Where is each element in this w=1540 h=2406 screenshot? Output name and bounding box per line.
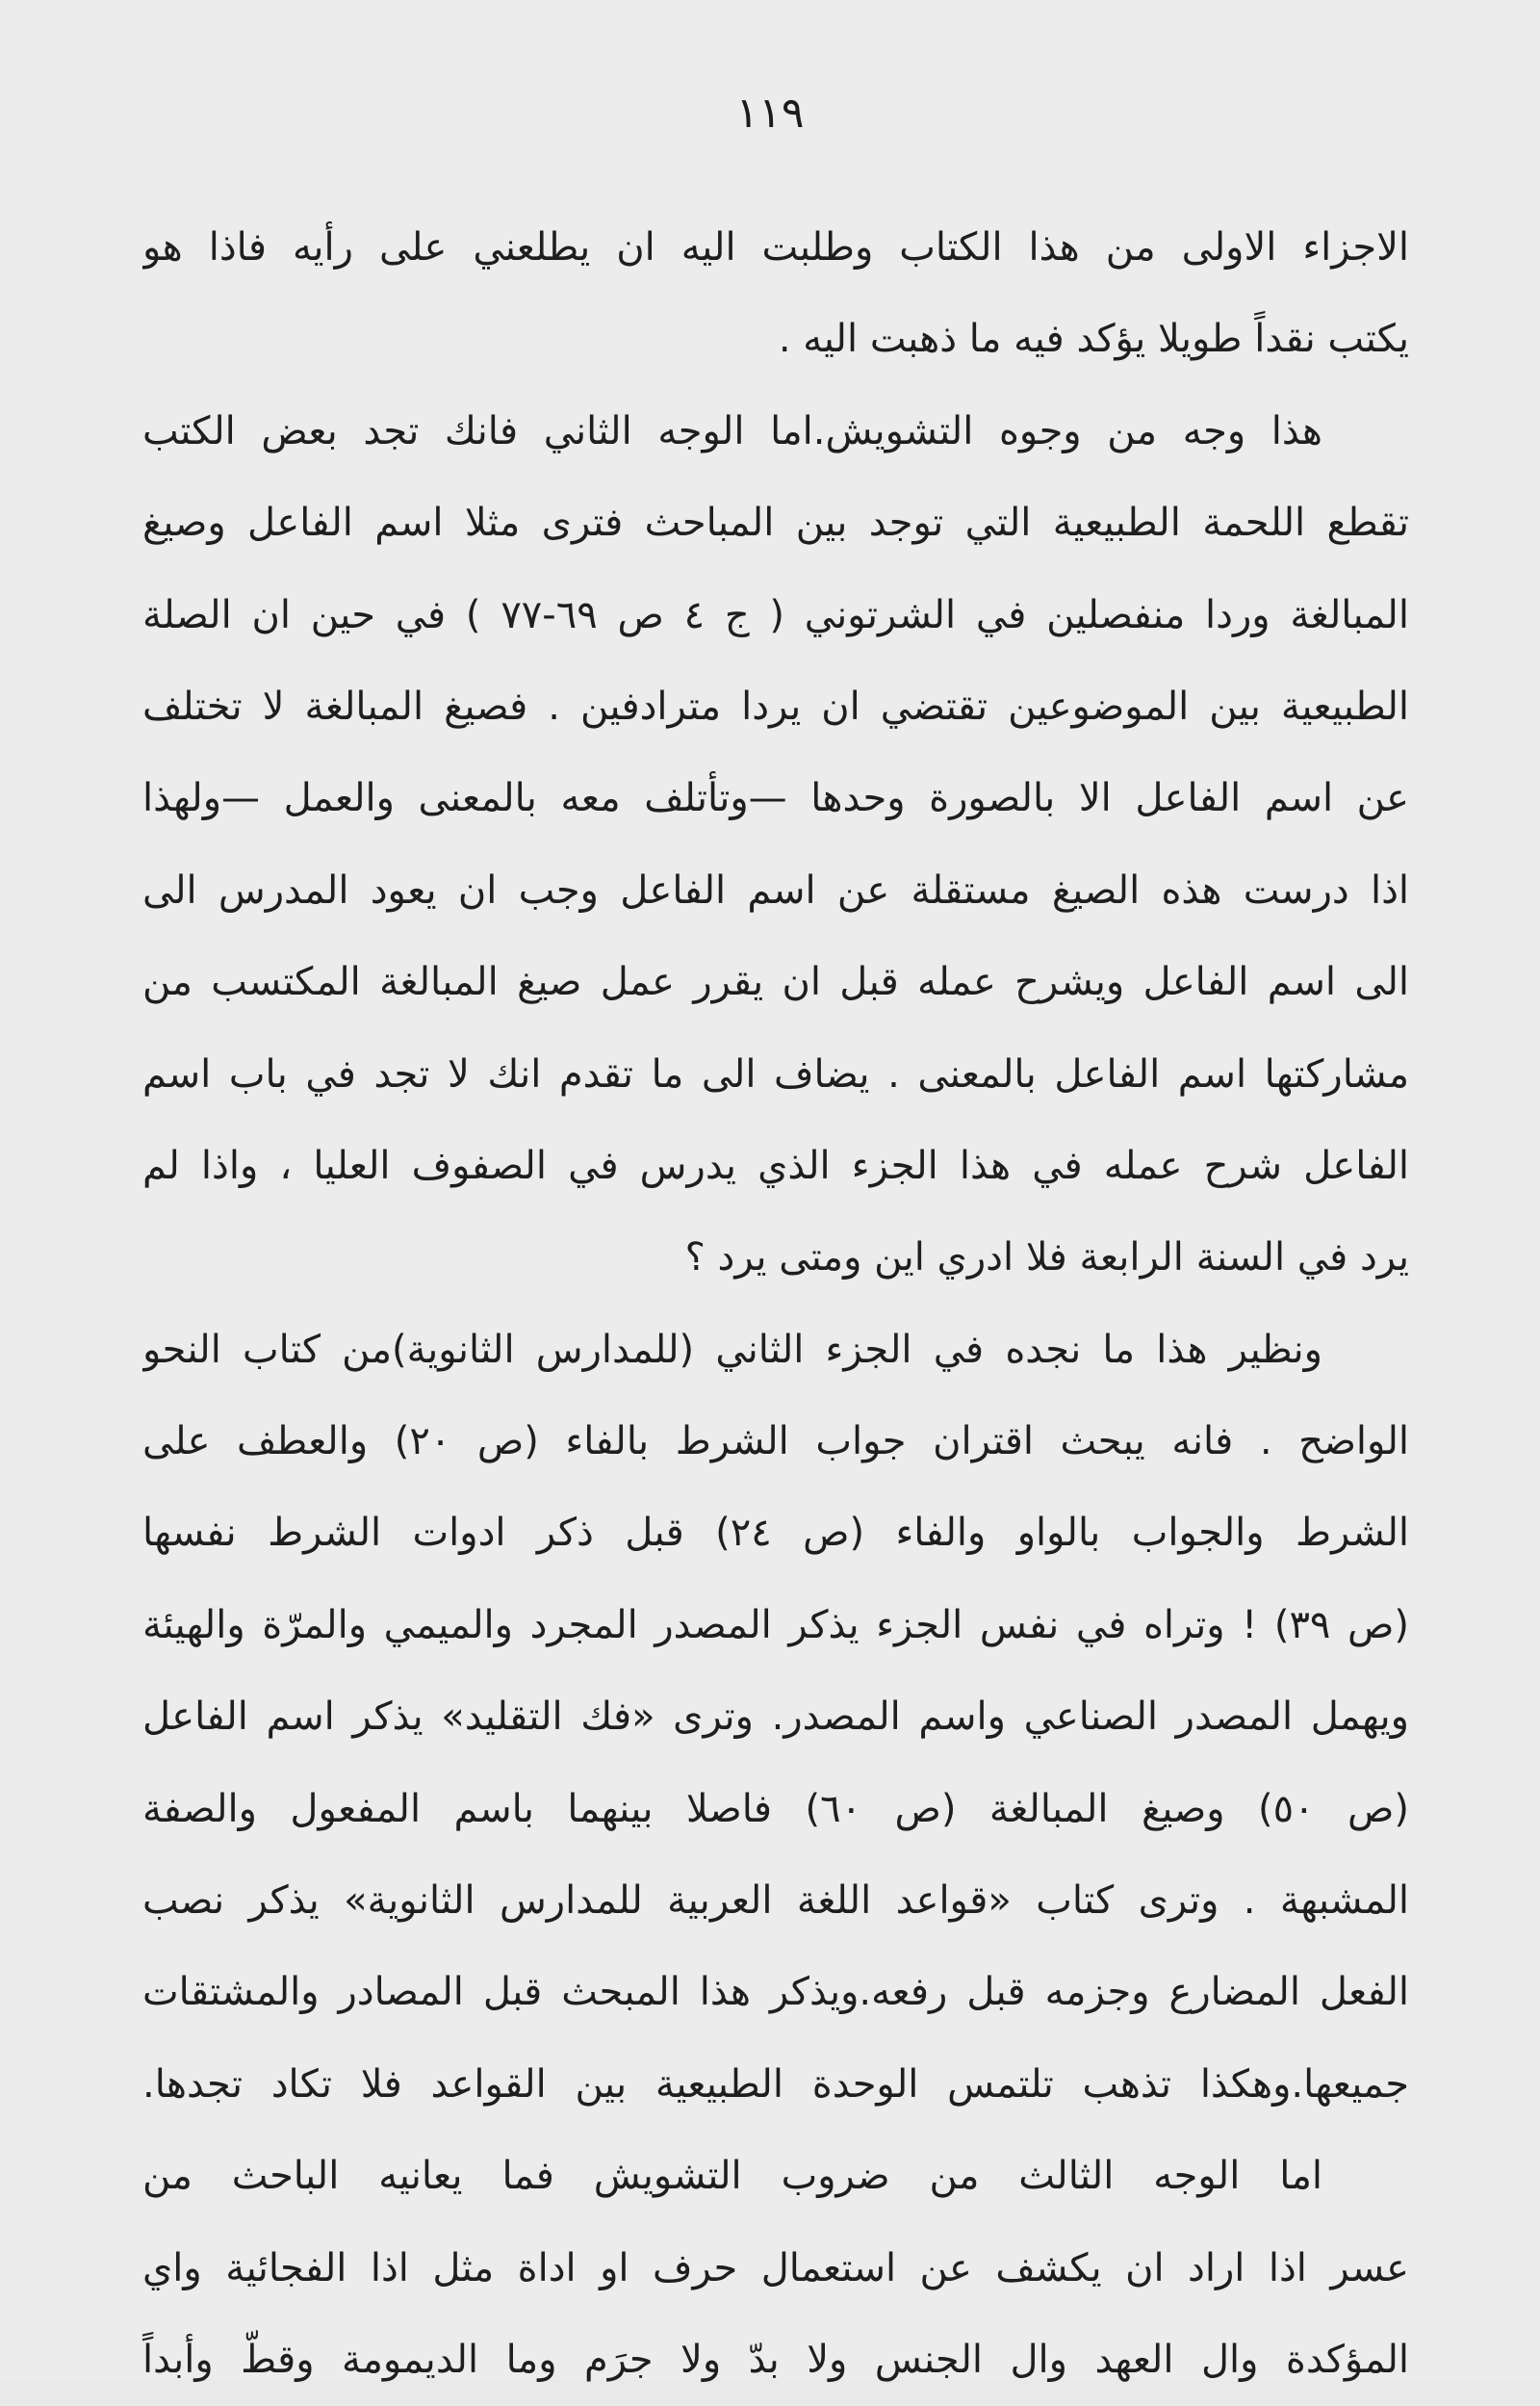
text-line: عن اسم الفاعل الا بالصورة وحدها —وتأتلف معه بالمعنى والعمل —ولهذا [142,776,1409,821]
text-line: الواضح . فانه يبحث اقتران جواب الشرط بالفاء (ص ٢٠) والعطف على [142,1419,1409,1464]
text-line: الاجزاء الاولى من هذا الكتاب وطلبت اليه ان يطلعني على رأيه فاذا هو [142,225,1409,270]
text-line: اذا درست هذه الصيغ مستقلة عن اسم الفاعل وجب ان يعود المدرس الى [142,867,1409,913]
text-line: هذا وجه من وجوه التشويش.اما الوجه الثاني فانك تجد بعض الكتب [142,408,1322,453]
text-line: المبالغة وردا منفصلين في الشرتوني ( ج ٤ ص ٦٩-٧٧ ) في حين ان الصلة [142,592,1409,637]
body-text [142,202,1409,2406]
text-line: عسر اذا اراد ان يكشف عن استعمال حرف او اداة مثل اذا الفجائية واي [142,2245,1409,2290]
text-line: الفعل المضارع وجزمه قبل رفعه.ويذكر هذا المبحث قبل المصادر والمشتقات [142,1970,1409,2015]
text-line: المشبهة . وترى كتاب «قواعد اللغة العربية للمدارس الثانوية» يذكر نصب [142,1878,1409,1924]
text-line: ونظير هذا ما نجده في الجزء الثاني (للمدارس الثانوية)من كتاب النحو [142,1327,1322,1372]
text-line: الشرط والجواب بالواو والفاء (ص ٢٤) قبل ذكر ادوات الشرط نفسها [142,1511,1409,1556]
text-line: ويهمل المصدر الصناعي واسم المصدر. وترى «فك التقليد» يذكر اسم الفاعل [142,1695,1409,1740]
text-line: المؤكدة وال العهد وال الجنس ولا بدّ ولا جرَم وما الديمومة وقطّ وأبداً [142,2337,1409,2382]
text-line: تقطع اللحمة الطبيعية التي توجد بين المباحث فترى مثلا اسم الفاعل وصيغ [142,501,1409,546]
text-line: (ص ٣٩) ! وتراه في نفس الجزء يذكر المصدر المجرد والميمي والمرّة والهيئة [142,1602,1409,1647]
text-line: يكتب نقداً طويلا يؤكد فيه ما ذهبت اليه . [778,317,1409,362]
text-line: جميعها.وهكذا تذهب تلتمس الوحدة الطبيعية بين القواعد فلا تكاد تجدها. [142,2061,1409,2107]
text-line: الطبيعية بين الموضوعين تقتضي ان يردا مترادفين . فصيغ المبالغة لا تختلف [142,684,1409,729]
text-line: يرد في السنة الرابعة فلا ادري اين ومتى يرد ؟ [684,1235,1409,1281]
text-line: (ص ٥٠) وصيغ المبالغة (ص ٦٠) فاصلا بينهما باسم المفعول والصفة [142,1786,1409,1831]
text-line: الى اسم الفاعل ويشرح عمله قبل ان يقرر عمل صيغ المبالغة المكتسب من [142,960,1409,1005]
page-number: ١١٩ [735,89,805,138]
text-line: اما الوجه الثالث من ضروب التشويش فما يعانيه الباحث من [142,2154,1322,2199]
text-line: مشاركتها اسم الفاعل بالمعنى . يضاف الى ما تقدم انك لا تجد في باب اسم [142,1051,1409,1097]
text-line: الفاعل شرح عمله في هذا الجزء الذي يدرس في الصفوف العليا ، واذا لم [142,1143,1409,1188]
